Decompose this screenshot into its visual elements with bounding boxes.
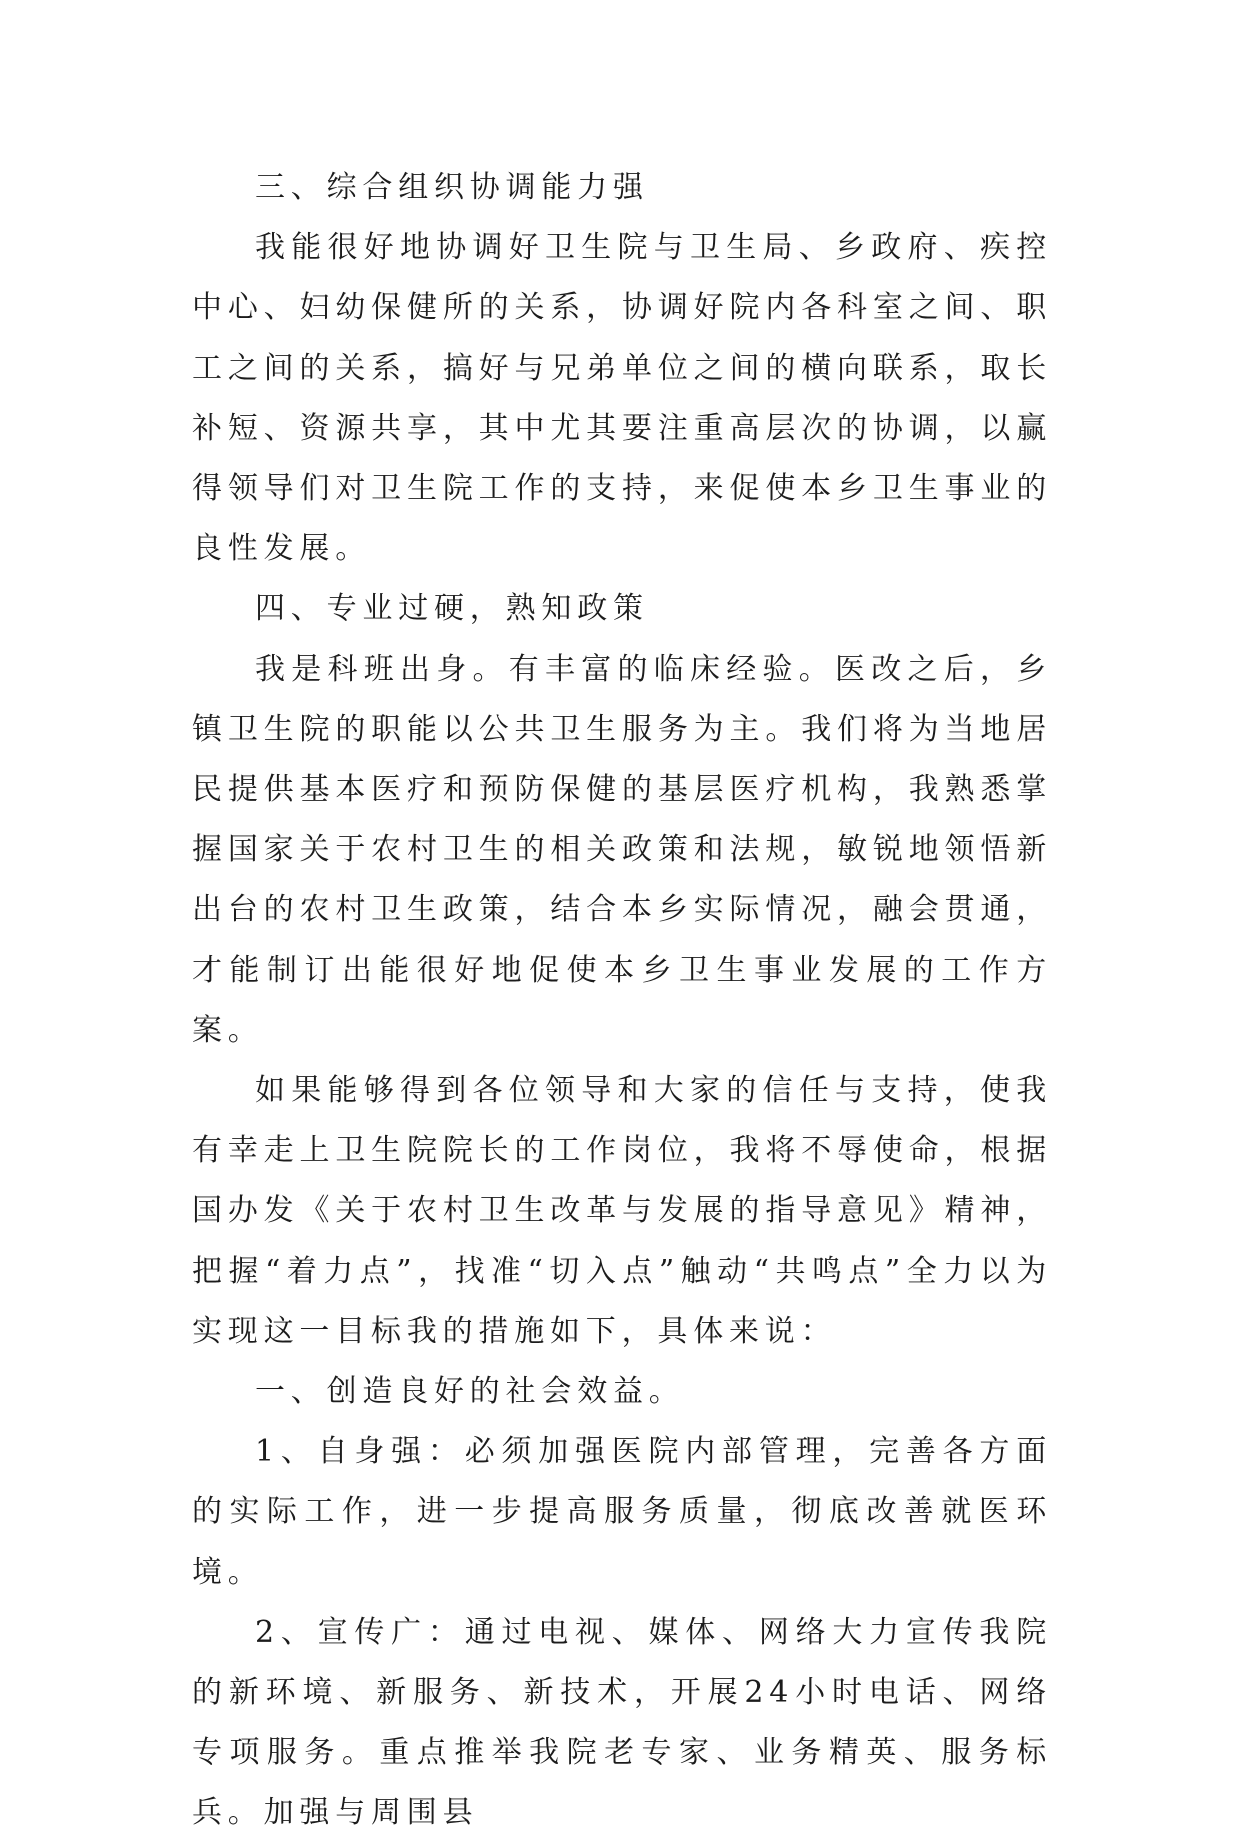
paragraph-commitment: 如果能够得到各位领导和大家的信任与支持，使我有幸走上卫生院院长的工作岗位，我将不辱使命，根据国办发《关于农村卫生改革与发展的指导意见》精神，把握“着力点”，找准“切入点”触动“共鸣点”全力以为实现这一目标我的措施如下，具体来说： <box>192 1073 1052 1349</box>
paragraph-expertise: 我是科班出身。有丰富的临床经验。医改之后，乡镇卫生院的职能以公共卫生服务为主。我们将为当地居民提供基本医疗和预防保健的基层医疗机构，我熟悉掌握国家关于农村卫生的相关政策和法规，敏锐地领悟新出台的农村卫生政策，结合本乡实际情况，融会贯通，才能制订出能很好地促使本乡卫生事业发展的工作方案。 <box>192 651 1052 1048</box>
document-body <box>192 158 1052 1844</box>
section-heading-coordination: 三、综合组织协调能力强 <box>255 170 649 205</box>
paragraph-point-1: 1、自身强：必须加强医院内部管理，完善各方面的实际工作，进一步提高服务质量，彻底改善就医环境。 <box>192 1434 1052 1590</box>
paragraph-coordination: 我能很好地协调好卫生院与卫生局、乡政府、疾控中心、妇幼保健所的关系，协调好院内各科室之间、职工之间的关系，搞好与兄弟单位之间的横向联系，取长补短、资源共享，其中尤其要注重高层次的协调，以赢得领导们对卫生院工作的支持，来促使本乡卫生事业的良性发展。 <box>192 230 1052 567</box>
paragraph-point-2: 2、宣传广：通过电视、媒体、网络大力宣传我院的新环境、新服务、新技术，开展24小时电话、网络专项服务。重点推举我院老专家、业务精英、服务标兵。加强与周围县 <box>192 1614 1052 1831</box>
section-heading-social-benefit: 一、创造良好的社会效益。 <box>255 1374 685 1410</box>
section-heading-expertise: 四、专业过硬，熟知政策 <box>255 591 649 627</box>
